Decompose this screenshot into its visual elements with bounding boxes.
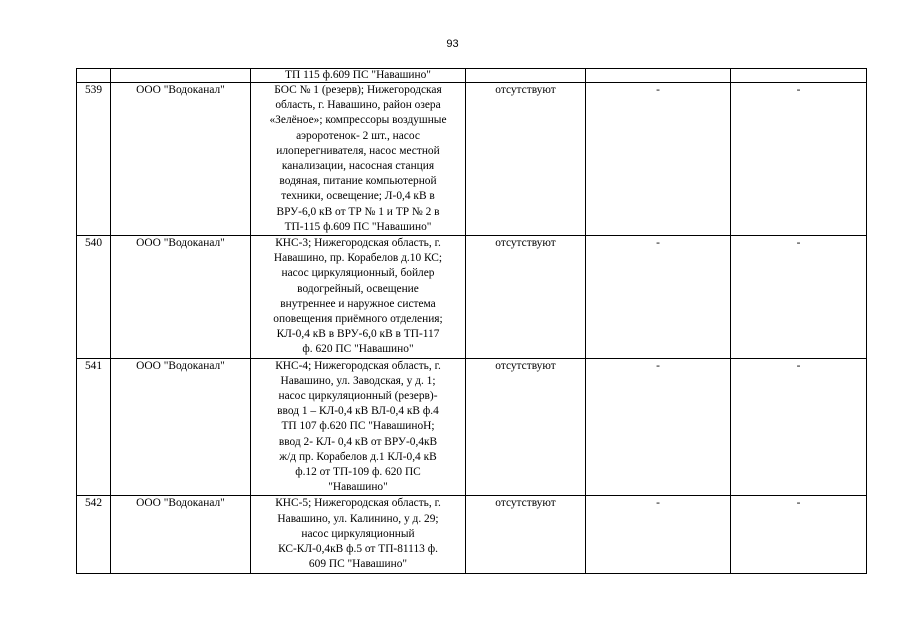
description-line: ввод 2- КЛ- 0,4 кВ от ВРУ-0,4кВ bbox=[278, 435, 438, 448]
cell-col6: - bbox=[731, 358, 867, 496]
cell-col5: - bbox=[586, 236, 731, 359]
description-line: ВРУ-6,0 кВ от ТР № 1 и ТР № 2 в bbox=[276, 205, 440, 218]
cell-owner bbox=[111, 69, 251, 83]
description-line: ф. 620 ПС "Навашино" bbox=[302, 343, 414, 356]
description-line: насос циркуляционный, бойлер bbox=[281, 267, 435, 280]
table-row bbox=[77, 236, 867, 359]
description-line: Навашино, пр. Корабелов д.10 КС; bbox=[273, 252, 443, 265]
description-line: ввод 1 – КЛ-0,4 кВ ВЛ-0,4 кВ ф.4 bbox=[277, 405, 439, 418]
description-line: ТП 115 ф.609 ПС "Навашино" bbox=[285, 69, 431, 81]
description-line: внутреннее и наружное система bbox=[280, 297, 436, 310]
cell-col6: - bbox=[731, 236, 867, 359]
description-line: КС-КЛ-0,4кВ ф.5 от ТП-81113 ф. bbox=[278, 543, 438, 556]
description-line: водяная, питание компьютерной bbox=[279, 175, 437, 188]
cell-status bbox=[466, 69, 586, 83]
page-number: 93 bbox=[446, 38, 459, 50]
cell-num: 540 bbox=[77, 236, 111, 359]
cell-num: 541 bbox=[77, 358, 111, 496]
cell-col6: - bbox=[731, 83, 867, 236]
description-line: БОС № 1 (резерв); Нижегородская bbox=[274, 84, 442, 96]
cell-status: отсутствуют bbox=[466, 358, 586, 496]
description-line: техники, освещение; Л-0,4 кВ в bbox=[281, 190, 435, 203]
table-row bbox=[77, 358, 867, 496]
description-line: водогрейный, освещение bbox=[297, 282, 419, 295]
description-line: КНС-3; Нижегородская область, г. bbox=[275, 237, 441, 250]
cell-owner: ООО "Водоканал" bbox=[111, 358, 251, 496]
cell-description bbox=[251, 83, 466, 236]
description-line: "Навашино" bbox=[328, 481, 388, 494]
cell-description bbox=[251, 69, 466, 83]
cell-status: отсутствуют bbox=[466, 83, 586, 236]
cell-col5: - bbox=[586, 496, 731, 573]
description-line: КНС-5; Нижегородская область, г. bbox=[275, 497, 441, 510]
cell-status: отсутствуют bbox=[466, 236, 586, 359]
cell-description bbox=[251, 358, 466, 496]
description-line: Навашино, ул. Калинино, у д. 29; bbox=[277, 512, 439, 525]
cell-col6 bbox=[731, 69, 867, 83]
description-line: КНС-4; Нижегородская область, г. bbox=[275, 359, 441, 372]
table-row bbox=[77, 83, 867, 236]
cell-description bbox=[251, 236, 466, 359]
cell-num bbox=[77, 69, 111, 83]
description-line: КЛ-0,4 кВ в ВРУ-6,0 кВ в ТП-117 bbox=[276, 328, 440, 341]
cell-status: отсутствуют bbox=[466, 496, 586, 573]
cell-description bbox=[251, 496, 466, 573]
description-line: ТП 107 ф.620 ПС "НавашиноН; bbox=[281, 420, 435, 433]
description-line: аэроротенок- 2 шт., насос bbox=[296, 129, 420, 142]
cell-owner: ООО "Водоканал" bbox=[111, 496, 251, 573]
consumers-table bbox=[76, 68, 867, 574]
description-line: ф.12 от ТП-109 ф. 620 ПС bbox=[295, 466, 421, 479]
cell-owner: ООО "Водоканал" bbox=[111, 83, 251, 236]
description-line: область, г. Навашино, район озера bbox=[275, 99, 441, 112]
table-row bbox=[77, 496, 867, 573]
description-line: канализации, насосная станция bbox=[281, 160, 435, 173]
cell-col5 bbox=[586, 69, 731, 83]
cell-col5: - bbox=[586, 83, 731, 236]
description-line: «Зелёное»; компрессоры воздушные bbox=[269, 114, 447, 127]
description-line: насос циркуляционный bbox=[301, 527, 415, 540]
description-line: ж/д пр. Корабелов д.1 КЛ-0,4 кВ bbox=[279, 450, 437, 463]
cell-col6: - bbox=[731, 496, 867, 573]
description-line: ТП-115 ф.609 ПС "Навашино" bbox=[284, 220, 432, 233]
cell-owner: ООО "Водоканал" bbox=[111, 236, 251, 359]
description-line: Навашино, ул. Заводская, у д. 1; bbox=[280, 374, 436, 387]
description-line: 609 ПС "Навашино" bbox=[308, 558, 408, 571]
cell-col5: - bbox=[586, 358, 731, 496]
description-line: илоперегнивателя, насос местной bbox=[276, 144, 440, 157]
description-line: оповещения приёмного отделения; bbox=[273, 313, 443, 326]
table-row-continuation bbox=[77, 69, 867, 83]
cell-num: 539 bbox=[77, 83, 111, 236]
cell-num: 542 bbox=[77, 496, 111, 573]
description-line: насос циркуляционный (резерв)- bbox=[278, 390, 438, 403]
